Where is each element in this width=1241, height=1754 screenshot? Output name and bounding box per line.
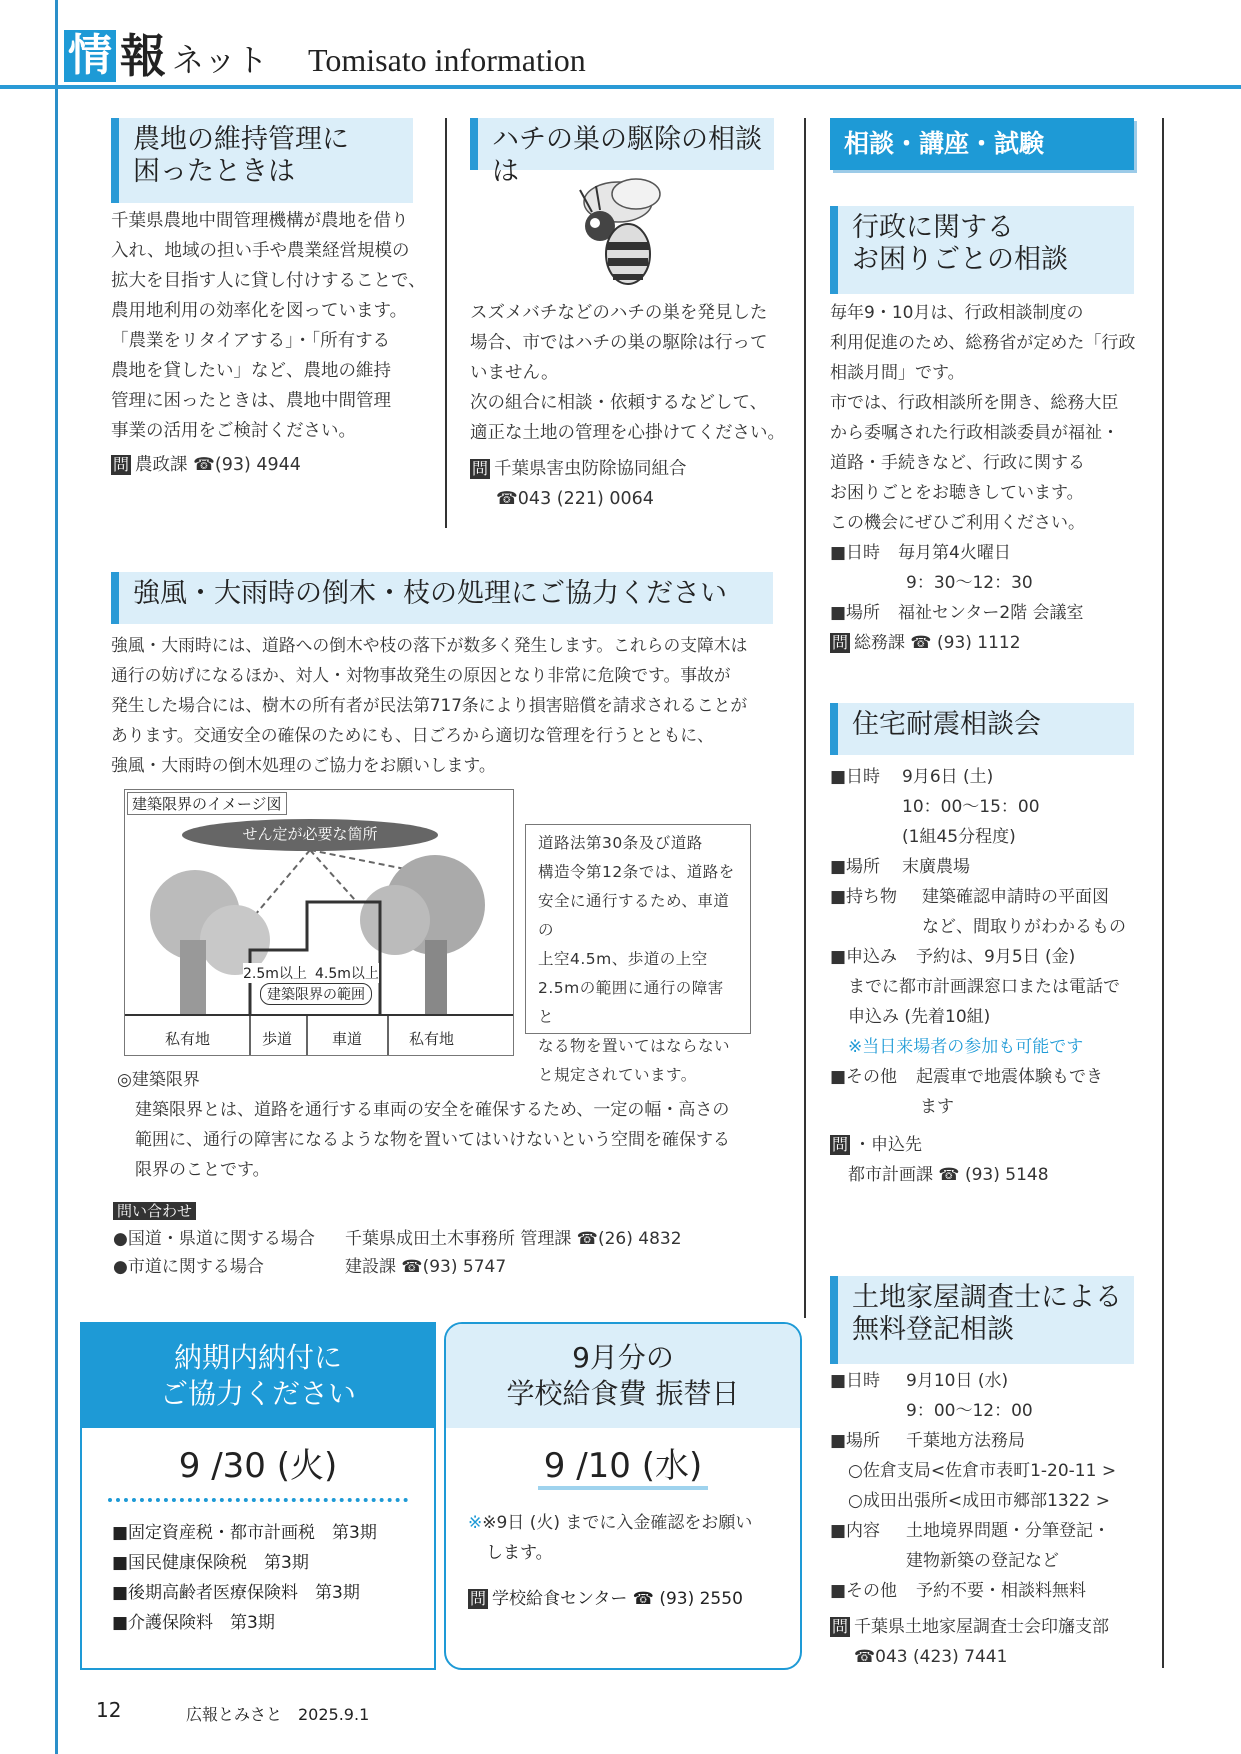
inquiry-icon: 問: [832, 633, 849, 652]
pointer-line: [255, 850, 310, 915]
diagram-h2: 4.5m以上: [315, 963, 379, 983]
diagram-caption: 建築限界のイメージ図: [127, 792, 287, 815]
admin-date-label: ■日時: [830, 543, 881, 563]
admin-date2: 9：30～12：30: [906, 573, 1033, 593]
admin-line: 毎年9・10月は、行政相談制度の: [830, 303, 1084, 323]
admin-line: 利用促進のため、総務省が定めた「行政: [830, 333, 1136, 353]
tree-crown-right: [360, 885, 430, 955]
farmland-line: 千葉県農地中間管理機構が農地を借り: [111, 211, 409, 231]
diagram-h1: 2.5m以上: [243, 963, 307, 983]
bee-wing: [612, 179, 660, 209]
quake-place: 末廣農場: [902, 857, 970, 877]
quake-contact: 都市計画課 ☎ (93) 5148: [848, 1165, 1049, 1185]
payment-item: ■固定資産税・都市計画税 第3期: [112, 1523, 377, 1543]
quake-body: [830, 762, 1160, 1190]
trees-title: [111, 572, 773, 624]
quake-date3: (1組45分程度): [902, 827, 1016, 847]
admin-title-line2: お困りごとの相談: [852, 244, 1068, 275]
diagram-zone-1: 私有地: [165, 1030, 211, 1048]
quake-other-row: [830, 1062, 1160, 1092]
bee-stripe: [613, 274, 643, 280]
trees-line: 強風・大雨時の倒木処理のご協力をお願いします。: [111, 755, 496, 775]
quake-other1: 起震車で地震体験もでき: [916, 1067, 1103, 1087]
bee-eye: [590, 218, 600, 228]
lunch-contact: 学校給食センター ☎ (93) 2550: [492, 1589, 743, 1609]
land-title: [830, 1276, 1134, 1364]
header-title-c: ネット: [172, 41, 269, 79]
inquiry-icon: 問: [113, 455, 130, 474]
pointer-line: [310, 850, 355, 900]
quake-bring-row: [830, 882, 1160, 912]
farmland-contact-row: [111, 450, 441, 480]
note-line: 構造令第12条では、道路を: [538, 863, 735, 881]
quake-date1: 9月6日 (土): [902, 767, 994, 787]
tree-trunk-right: [425, 940, 447, 1015]
quake-date-label: ■日時: [830, 767, 881, 787]
trees-contacts: [113, 1197, 793, 1281]
diagram-bubble: せん定が必要な箇所: [242, 825, 378, 843]
land-title-line2: 無料登記相談: [852, 1314, 1014, 1345]
lunch-date-wrap: [446, 1446, 800, 1486]
contact-row-national: [113, 1225, 793, 1253]
payment-box: [80, 1322, 436, 1670]
admin-place-row: [830, 598, 1160, 628]
land-other-label: ■その他: [830, 1581, 898, 1601]
farmland-title: [111, 118, 413, 203]
land-date2: 9：00～12：00: [906, 1401, 1033, 1421]
land-branch1: ○佐倉支局<佐倉市表町1-20-11 >: [848, 1461, 1117, 1481]
quake-date-row: [830, 762, 1160, 792]
bees-line: 場合、市ではハチの巣の駆除は行って: [470, 333, 768, 353]
land-date-row: [830, 1366, 1160, 1396]
trees-body: [111, 630, 801, 780]
lunch-date: 9 /10 (水): [538, 1446, 709, 1490]
definition-line: 建築限界とは、道路を通行する車両の安全を確保するため、一定の幅・高さの: [135, 1100, 730, 1120]
definition-line: 範囲に、通行の障害になるような物を置いてはいけないという空間を確保する: [135, 1130, 730, 1150]
admin-line: 市では、行政相談所を開き、総務大臣: [830, 393, 1119, 413]
land-other-row: [830, 1576, 1160, 1606]
header-title-a: 情: [64, 30, 116, 82]
bees-line: いません。: [470, 363, 559, 383]
left-margin-line: [55, 0, 58, 1754]
inquiry-label: 問い合わせ: [113, 1202, 196, 1220]
land-content-row: [830, 1516, 1160, 1546]
note-line: 2.5mの範囲に通行の障害と: [538, 979, 724, 1026]
header-subtitle: Tomisato information: [308, 42, 586, 78]
admin-line: 相談月間」です。: [830, 363, 965, 383]
quake-date2: 10：00～15：00: [902, 797, 1040, 817]
lunch-note: ※※9日 (火) までに入金確認をお願い します。 問 学校給食センター ☎ (93) 2550: [446, 1486, 800, 1614]
bees-contact-row: [470, 454, 800, 484]
lunch-note2: します。: [486, 1543, 553, 1563]
header-title: [64, 26, 586, 82]
admin-line: お困りごとをお聴きしています。: [830, 483, 1084, 503]
payment-title-line1: 納期内納付に: [173, 1341, 342, 1374]
bees-line: スズメバチなどのハチの巣を発見した: [470, 303, 768, 323]
payment-header: [82, 1324, 434, 1428]
land-other: 予約不要・相談料無料: [916, 1581, 1086, 1601]
quake-contact-suffix: ・申込先: [854, 1135, 923, 1155]
farmland-line: 農用地利用の効率化を図っています。: [111, 301, 408, 321]
note-line: 上空4.5m、歩道の上空: [538, 950, 708, 968]
bees-line: 次の組合に相談・依頼するなどして、: [470, 393, 768, 413]
admin-date1: 毎月第4火曜日: [898, 543, 1011, 563]
contact-city-label: ●市道に関する場合: [113, 1257, 264, 1277]
sidebar-banner: [830, 118, 1134, 170]
lunch-contact-row: [468, 1584, 800, 1614]
land-contact-org: 千葉県土地家屋調査士会印旛支部: [854, 1617, 1110, 1637]
payment-items: [82, 1502, 434, 1638]
bees-body: [470, 298, 800, 514]
payment-item: ■介護保険料 第3期: [112, 1613, 275, 1633]
bees-contact-org: 千葉県害虫防除協同組合: [494, 459, 687, 479]
trees-line: あります。交通安全の確保のためにも、日ごろから適切な管理を行うとともに、: [111, 725, 714, 745]
farmland-line: 農地を貸したい」など、農地の維持: [111, 361, 391, 381]
note-line: 安全に通行するため、車道の: [538, 892, 730, 939]
quake-apply-note: ※当日来場者の参加も可能です: [848, 1037, 1084, 1057]
admin-line: 道路・手続きなど、行政に関する: [830, 453, 1085, 473]
farmland-title-line1: 農地の維持管理に: [133, 124, 349, 155]
quake-other-label: ■その他: [830, 1067, 898, 1087]
diagram-zone-2: 歩道: [262, 1030, 293, 1048]
quake-bring-label: ■持ち物: [830, 887, 898, 907]
admin-title-line1: 行政に関する: [852, 212, 1014, 243]
land-date-label: ■日時: [830, 1371, 881, 1391]
farmland-line: 管理に困ったときは、農地中間管理: [111, 391, 391, 411]
tree-trunk-left: [180, 940, 206, 1015]
trees-title-text: 強風・大雨時の倒木・枝の処理にご協力ください: [133, 578, 727, 609]
payment-date: 9 /30 (火): [178, 1446, 338, 1486]
farmland-contact: 農政課 ☎(93) 4944: [135, 455, 301, 475]
quake-apply-row: [830, 942, 1160, 972]
lunch-box: [444, 1322, 802, 1670]
bees-contact-tel: ☎043 (221) 0064: [496, 489, 654, 509]
quake-apply-label: ■申込み: [830, 947, 898, 967]
land-body: [830, 1366, 1160, 1672]
quake-apply3: 申込み (先着10組): [848, 1007, 991, 1027]
admin-place-label: ■場所: [830, 603, 881, 623]
clearance-definition: [117, 1065, 797, 1185]
admin-contact: 総務課 ☎ (93) 1112: [854, 633, 1021, 653]
quake-other2: ます: [920, 1097, 954, 1117]
payment-title-line2: ご協力ください: [159, 1377, 356, 1410]
land-contact-tel: ☎043 (423) 7441: [854, 1647, 1008, 1667]
admin-line: この機会にぜひご利用ください。: [830, 513, 1085, 533]
land-title-line1: 土地家屋調査士による: [852, 1282, 1122, 1313]
note-line: と規定されています。: [538, 1066, 697, 1084]
diagram-range: 建築限界の範囲: [260, 983, 372, 1005]
contact-national-label: ●国道・県道に関する場合: [113, 1229, 315, 1249]
admin-contact-row: [830, 628, 1160, 658]
quake-apply1: 予約は、9月5日 (金): [916, 947, 1076, 967]
lunch-title-line2: 学校給食費 振替日: [506, 1377, 740, 1410]
land-place-row: [830, 1426, 1160, 1456]
land-branch2: ○成田出張所<成田市郷部1322 >: [848, 1491, 1110, 1511]
inquiry-icon: 問: [472, 459, 489, 478]
farmland-line: 拡大を目指す人に貸し付けすることで、: [111, 271, 426, 291]
sidebar-banner-text: 相談・講座・試験: [844, 129, 1045, 158]
quake-title: [830, 703, 1134, 755]
note-line: なる物を置いてはならない: [538, 1037, 731, 1055]
inquiry-icon: 問: [470, 1589, 487, 1608]
separator-2: [804, 118, 806, 1318]
farmland-line: 「農業をリタイアする」・「所有する: [111, 331, 391, 351]
land-contact-row: [830, 1612, 1160, 1642]
lunch-title-line1: 9月分の: [572, 1341, 674, 1374]
quake-place-label: ■場所: [830, 857, 881, 877]
bee-stripe: [608, 258, 648, 266]
separator-3: [1162, 118, 1164, 1668]
bee-illustration: [570, 172, 670, 294]
payment-item: ■国民健康保険税 第3期: [112, 1553, 309, 1573]
note-line: 道路法第30条及び道路: [538, 834, 703, 852]
land-place: 千葉地方法務局: [906, 1431, 1025, 1451]
farmland-body: [111, 206, 441, 480]
inquiry-icon: 問: [832, 1135, 849, 1154]
quake-bring2: など、間取りがわかるもの: [922, 917, 1126, 937]
quake-title-text: 住宅耐震相談会: [852, 709, 1041, 740]
bee-stripe: [607, 242, 649, 250]
header-title-b: 報: [120, 29, 166, 83]
diagram-zone-4: 私有地: [409, 1030, 455, 1048]
admin-body: [830, 298, 1160, 658]
quake-bring1: 建築確認申請時の平面図: [922, 887, 1109, 907]
admin-title: [830, 206, 1134, 294]
road-law-note: [525, 824, 751, 1084]
quake-contact-row: [830, 1130, 1160, 1160]
page-number: 12: [96, 1698, 122, 1722]
lunch-note1: ※9日 (火) までに入金確認をお願い: [482, 1513, 753, 1533]
trees-line: 発生した場合には、樹木の所有者が民法第717条により損害賠償を請求されることが: [111, 695, 748, 715]
lunch-header: [446, 1324, 800, 1428]
farmland-line: 事業の活用をご検討ください。: [111, 421, 356, 441]
land-content-label: ■内容: [830, 1521, 881, 1541]
contact-city: 建設課 ☎(93) 5747: [345, 1257, 507, 1277]
clearance-diagram: [124, 789, 514, 1056]
inquiry-icon: 問: [832, 1617, 849, 1636]
definition-title: ◎建築限界: [117, 1070, 200, 1090]
contact-national: 千葉県成田土木事務所 管理課 ☎(26) 4832: [345, 1229, 682, 1249]
land-content2: 建物新築の登記など: [906, 1551, 1059, 1571]
bees-line: 適正な土地の管理を心掛けてください。: [470, 423, 785, 443]
diagram-zone-3: 車道: [332, 1030, 363, 1048]
trees-line: 通行の妨げになるほか、対人・対物事故発生の原因となり非常に危険です。事故が: [111, 665, 731, 685]
farmland-title-line2: 困ったときは: [133, 156, 295, 187]
land-content1: 土地境界問題・分筆登記・: [906, 1521, 1110, 1541]
header-rule: [0, 85, 1241, 89]
payment-item: ■後期高齢者医療保険料 第3期: [112, 1583, 360, 1603]
land-place-label: ■場所: [830, 1431, 881, 1451]
land-date1: 9月10日 (水): [906, 1371, 1009, 1391]
quake-apply2: までに都市計画課窓口または電話で: [848, 977, 1120, 997]
bees-title-text: ハチの巣の駆除の相談は: [492, 124, 762, 187]
bees-title: [470, 118, 774, 187]
contact-row-city: [113, 1253, 793, 1281]
separator-1: [445, 118, 447, 528]
trees-line: 強風・大雨時には、道路への倒木や枝の落下が数多く発生します。これらの支障木は: [111, 635, 748, 655]
admin-date-row: [830, 538, 1160, 568]
admin-place: 福祉センター2階 会議室: [898, 603, 1084, 623]
publication-info: 広報とみさと 2025.9.1: [186, 1705, 370, 1724]
definition-line: 限界のことです。: [135, 1160, 270, 1180]
admin-line: から委嘱された行政相談委員が福祉・: [830, 423, 1119, 443]
farmland-line: 入れ、地域の担い手や農業経営規模の: [111, 241, 410, 261]
quake-place-row: [830, 852, 1160, 882]
